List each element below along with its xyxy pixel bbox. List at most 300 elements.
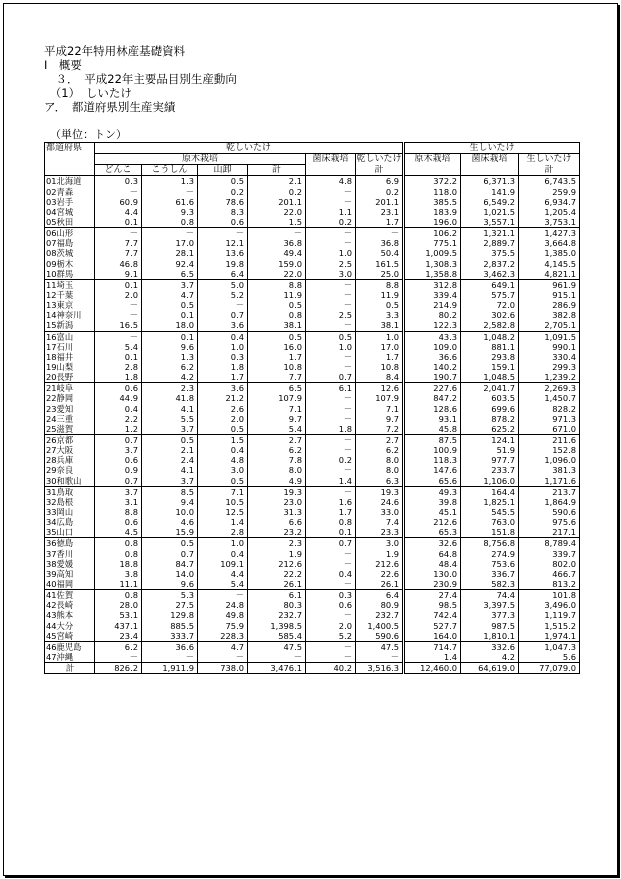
cell-log-subtotal: 2.1 (248, 176, 306, 187)
cell-prefecture: 13東京 (45, 300, 95, 310)
header-yamaoroshi: 山卸 (198, 165, 248, 176)
table-row (45, 404, 580, 414)
cell-bed: － (306, 362, 356, 372)
cell-yamaoroshi: 3.0 (198, 465, 248, 475)
cell-raw-bed: 159.1 (461, 362, 519, 372)
cell-raw-bed: 74.4 (461, 590, 519, 601)
cell-raw-bed: 1,021.5 (461, 207, 519, 217)
table-row (45, 424, 580, 435)
cell-raw-total: 466.7 (519, 569, 580, 579)
cell-bed: － (306, 228, 356, 239)
cell-donko: 1.2 (95, 424, 142, 435)
cell-raw-total: 381.3 (519, 465, 580, 475)
cell-raw-bed: 1,825.1 (461, 497, 519, 507)
cell-yamaoroshi: 8.3 (198, 207, 248, 217)
cell-bed: － (306, 434, 356, 445)
table-body (45, 176, 580, 674)
cell-koushin: 1.3 (142, 176, 198, 187)
cell-bed: － (306, 641, 356, 652)
cell-donko: － (129, 228, 138, 239)
header-raw-shiitake: 生しいたけ (404, 143, 580, 154)
cell-log-subtotal: 31.3 (248, 507, 306, 517)
cell-raw-total: 671.0 (519, 424, 580, 435)
total-donko: 826.2 (95, 663, 142, 674)
cell-dry-total: 12.6 (356, 383, 404, 394)
cell-bed: 0.7 (306, 538, 356, 549)
cell-koushin: 84.7 (142, 559, 198, 569)
cell-prefecture: 46鹿児島 (45, 641, 95, 652)
cell-log-subtotal: 22.2 (248, 569, 306, 579)
cell-raw-bed: 332.6 (461, 641, 519, 652)
cell-raw-total: 1,171.6 (519, 476, 580, 487)
cell-koushin: 14.0 (142, 569, 198, 579)
cell-yamaoroshi: 5.2 (198, 290, 248, 300)
cell-koushin: 2.4 (142, 455, 198, 465)
table-row (45, 320, 580, 331)
cell-prefecture: 39高知 (45, 569, 95, 579)
cell-dry-total: 2.7 (356, 434, 404, 445)
cell-raw-log: 339.4 (404, 290, 461, 300)
cell-dry-total: 8.8 (356, 279, 404, 290)
cell-yamaoroshi: － (198, 300, 248, 310)
cell-bed: 0.6 (306, 600, 356, 610)
cell-bed: 5.2 (306, 631, 356, 642)
cell-raw-log: 147.6 (404, 465, 461, 475)
table-row (45, 207, 580, 217)
cell-raw-total: 4,145.5 (519, 259, 580, 269)
table-row (45, 187, 580, 197)
cell-raw-log: 32.6 (404, 538, 461, 549)
cell-bed: － (306, 393, 356, 403)
cell-prefecture: 36徳島 (45, 538, 95, 549)
cell-donko: 2.2 (124, 413, 138, 424)
cell-dry-total: 8.0 (356, 465, 404, 475)
cell-log-subtotal: 8.8 (248, 279, 306, 290)
cell-raw-log: 45.1 (404, 507, 461, 517)
cell-raw-bed: 878.2 (461, 414, 519, 424)
table-row (45, 538, 580, 549)
cell-prefecture: 25滋賀 (45, 424, 95, 435)
cell-dry-total: 7.2 (356, 424, 404, 435)
cell-raw-total: 1,864.9 (519, 497, 580, 507)
table-row (45, 465, 580, 475)
cell-bed: 2.5 (306, 310, 356, 320)
cell-dry-total: 36.8 (356, 238, 404, 248)
cell-raw-bed: 375.5 (461, 248, 519, 258)
cell-donko: 7.7 (124, 238, 138, 249)
cell-donko: 28.0 (119, 600, 138, 611)
table-row (45, 279, 580, 290)
cell-donko: 4.4 (124, 206, 138, 217)
cell-dry-total: 25.0 (356, 269, 404, 280)
cell-log-subtotal: 47.5 (248, 641, 306, 652)
cell-raw-total: 2,269.3 (519, 383, 580, 394)
table-row (45, 383, 580, 394)
cell-raw-bed: 977.7 (461, 455, 519, 465)
cell-prefecture: 12千葉 (45, 290, 95, 300)
cell-log-subtotal: 23.2 (248, 527, 306, 538)
cell-log-subtotal: － (248, 652, 306, 663)
total-raw-bed: 64,619.0 (461, 663, 519, 674)
cell-raw-log: 130.0 (404, 569, 461, 579)
table-row (45, 641, 580, 652)
header-raw-log: 原木栽培 (404, 154, 461, 176)
cell-dry-total: － (356, 652, 404, 663)
cell-raw-total: 4,821.1 (519, 269, 580, 280)
report-header (44, 44, 237, 114)
cell-koushin: 9.3 (142, 207, 198, 217)
cell-donko: 0.7 (124, 435, 138, 445)
cell-donko: 0.8 (124, 538, 138, 549)
cell-raw-log: 39.8 (404, 497, 461, 507)
table-row (45, 455, 580, 465)
cell-koushin: 9.4 (142, 497, 198, 507)
cell-donko: 0.1 (124, 279, 138, 290)
table-row (45, 352, 580, 362)
cell-yamaoroshi: 2.0 (198, 414, 248, 424)
cell-bed: 0.2 (306, 455, 356, 465)
cell-dry-total: 22.6 (356, 569, 404, 579)
cell-prefecture: 15新潟 (45, 320, 95, 331)
cell-koushin: 92.4 (142, 259, 198, 269)
cell-bed: － (306, 652, 356, 663)
cell-yamaoroshi: 228.3 (198, 631, 248, 642)
cell-prefecture: 08茨城 (45, 248, 95, 258)
cell-yamaoroshi: 0.4 (198, 548, 248, 558)
cell-raw-total: 971.3 (519, 414, 580, 424)
cell-dry-total: 1.7 (356, 352, 404, 362)
cell-yamaoroshi: 4.4 (198, 569, 248, 579)
cell-koushin: 61.6 (142, 197, 198, 207)
cell-raw-bed: 377.3 (461, 610, 519, 620)
cell-koushin: 27.5 (142, 600, 198, 610)
cell-koushin: 129.8 (142, 610, 198, 620)
cell-raw-total: 5.6 (519, 652, 580, 663)
cell-koushin: 0.7 (142, 548, 198, 558)
cell-dry-total: 8.0 (356, 455, 404, 465)
table-row (45, 238, 580, 248)
cell-donko: 60.9 (119, 196, 138, 207)
cell-prefecture: 22静岡 (45, 393, 95, 403)
cell-log-subtotal: 159.0 (248, 259, 306, 269)
cell-bed: 0.2 (306, 217, 356, 228)
cell-log-subtotal: 0.5 (248, 300, 306, 310)
cell-raw-bed: 2,889.7 (461, 238, 519, 248)
cell-koushin: 0.5 (142, 538, 198, 549)
cell-dry-total: 212.6 (356, 559, 404, 569)
cell-prefecture: 43熊本 (45, 610, 95, 620)
cell-bed: 1.7 (306, 507, 356, 517)
cell-donko: 9.1 (95, 269, 142, 280)
cell-log-subtotal: 19.3 (248, 486, 306, 497)
cell-raw-total: 813.2 (519, 579, 580, 590)
cell-log-subtotal: 26.1 (248, 579, 306, 590)
cell-raw-log: 1,009.5 (404, 248, 461, 258)
cell-raw-total: 1,205.4 (519, 207, 580, 217)
cell-log-subtotal: 7.1 (248, 404, 306, 414)
cell-raw-total: 975.6 (519, 517, 580, 527)
cell-raw-log: 49.3 (404, 486, 461, 497)
cell-log-subtotal: 80.3 (248, 600, 306, 610)
cell-log-subtotal: 6.5 (248, 383, 306, 394)
cell-raw-log: 1.4 (404, 652, 461, 663)
cell-prefecture: 20長野 (45, 372, 95, 383)
cell-raw-bed: 151.8 (461, 527, 519, 538)
cell-koushin: 3.7 (142, 424, 198, 435)
cell-koushin: 5.5 (142, 414, 198, 424)
cell-prefecture: 17石川 (45, 342, 95, 352)
cell-koushin: 9.6 (142, 579, 198, 590)
cell-bed: － (306, 465, 356, 475)
total-koushin: 1,911.9 (142, 663, 198, 674)
cell-raw-bed: 603.5 (461, 393, 519, 403)
cell-raw-total: 990.1 (519, 342, 580, 352)
cell-raw-log: 212.6 (404, 517, 461, 527)
table-row (45, 342, 580, 352)
cell-prefecture: 01北海道 (45, 176, 95, 187)
cell-raw-bed: 545.5 (461, 507, 519, 517)
table-row (45, 497, 580, 507)
cell-dry-total: 107.9 (356, 393, 404, 403)
cell-donko: 53.1 (119, 610, 138, 621)
cell-log-subtotal: 6.2 (248, 445, 306, 455)
cell-koushin: 0.1 (142, 310, 198, 320)
cell-raw-bed: 4.2 (461, 652, 519, 663)
cell-bed: － (306, 300, 356, 310)
cell-donko: 0.1 (95, 217, 142, 228)
total-bed: 40.2 (306, 663, 356, 674)
cell-donko: 18.8 (119, 558, 138, 569)
cell-raw-log: 87.5 (404, 434, 461, 445)
cell-raw-log: 106.2 (404, 228, 461, 239)
cell-koushin: 0.1 (142, 331, 198, 342)
cell-dry-total: 1.9 (356, 548, 404, 558)
cell-prefecture: 34広島 (45, 517, 95, 527)
cell-raw-total: 1,385.0 (519, 248, 580, 258)
table-row (45, 517, 580, 527)
cell-donko: 0.9 (124, 465, 138, 476)
cell-yamaoroshi: 1.4 (198, 517, 248, 527)
cell-koushin: 8.5 (142, 486, 198, 497)
cell-log-subtotal: － (248, 228, 306, 239)
cell-dry-total: 10.8 (356, 362, 404, 372)
cell-dry-total: 1.0 (356, 331, 404, 342)
cell-prefecture: 16富山 (45, 331, 95, 342)
cell-dry-total: 3.3 (356, 310, 404, 320)
cell-prefecture: 30和歌山 (45, 476, 95, 487)
cell-raw-log: 714.7 (404, 641, 461, 652)
cell-bed: － (306, 559, 356, 569)
cell-prefecture: 35山口 (45, 527, 95, 538)
header-dry-total: 乾しいたけ (356, 154, 404, 165)
cell-yamaoroshi: － (198, 228, 248, 239)
cell-bed: 2.0 (306, 620, 356, 630)
cell-bed: 0.8 (306, 517, 356, 527)
cell-donko: 2.0 (124, 290, 138, 301)
cell-bed: 2.5 (306, 259, 356, 269)
header-raw-bed: 菌床栽培 (461, 154, 519, 176)
cell-raw-total: 590.6 (519, 507, 580, 517)
cell-yamaoroshi: 13.6 (198, 248, 248, 258)
cell-donko: － (129, 651, 138, 662)
cell-log-subtotal: 38.1 (248, 320, 306, 331)
table-row (45, 507, 580, 517)
cell-dry-total: 17.0 (356, 342, 404, 352)
cell-log-subtotal: 0.8 (248, 310, 306, 320)
cell-raw-bed: 575.7 (461, 290, 519, 300)
cell-raw-bed: 1,810.1 (461, 631, 519, 642)
cell-yamaoroshi: 1.0 (198, 538, 248, 549)
cell-dry-total: 6.9 (356, 176, 404, 187)
cell-prefecture: 28兵庫 (45, 455, 95, 465)
cell-log-subtotal: 0.5 (248, 331, 306, 342)
cell-prefecture: 10群馬 (45, 269, 95, 280)
cell-raw-bed: 3,462.3 (461, 269, 519, 280)
cell-donko: 5.4 (124, 341, 138, 352)
cell-prefecture: 41佐賀 (45, 590, 95, 601)
cell-raw-log: 164.0 (404, 631, 461, 642)
cell-dry-total: 6.2 (356, 445, 404, 455)
cell-raw-log: 385.5 (404, 197, 461, 207)
cell-raw-bed: 881.1 (461, 342, 519, 352)
cell-bed: 0.7 (306, 372, 356, 383)
table-row (45, 228, 580, 239)
table-row (45, 414, 580, 424)
cell-raw-log: 65.6 (404, 476, 461, 487)
cell-raw-log: 1,358.8 (404, 269, 461, 280)
cell-donko: 6.2 (124, 641, 138, 652)
cell-donko: 4.5 (95, 527, 142, 538)
cell-prefecture: 18福井 (45, 352, 95, 362)
cell-raw-log: 64.8 (404, 548, 461, 558)
cell-koushin: 3.7 (142, 279, 198, 290)
cell-koushin: 0.5 (142, 300, 198, 310)
cell-log-subtotal: 232.7 (248, 610, 306, 620)
cell-raw-total: 101.8 (519, 590, 580, 601)
cell-donko: 0.3 (124, 176, 138, 187)
cell-raw-bed: 2,582.8 (461, 320, 519, 331)
cell-raw-bed: 753.6 (461, 559, 519, 569)
cell-donko: 3.1 (124, 496, 138, 507)
cell-log-subtotal: 1.5 (248, 217, 306, 228)
cell-raw-total: 217.1 (519, 527, 580, 538)
cell-bed: 0.4 (306, 569, 356, 579)
cell-bed: 1.0 (306, 248, 356, 258)
cell-yamaoroshi: 0.6 (198, 217, 248, 228)
cell-yamaoroshi: 4.8 (198, 455, 248, 465)
cell-koushin: 18.0 (142, 320, 198, 331)
cell-raw-total: 259.9 (519, 187, 580, 197)
cell-donko: 2.8 (124, 362, 138, 373)
cell-yamaoroshi: 3.6 (198, 383, 248, 394)
table-row (45, 620, 580, 630)
cell-prefecture: 47沖縄 (45, 652, 95, 663)
cell-raw-total: 6,743.5 (519, 176, 580, 187)
table-row (45, 590, 580, 601)
cell-raw-log: 847.2 (404, 393, 461, 403)
cell-bed: 1.0 (306, 342, 356, 352)
cell-log-subtotal: 7.8 (248, 455, 306, 465)
table-row (45, 259, 580, 269)
cell-koushin: 15.9 (142, 527, 198, 538)
cell-bed: 0.1 (306, 527, 356, 538)
cell-bed: 1.8 (306, 424, 356, 435)
cell-koushin: － (142, 652, 198, 663)
cell-prefecture: 26京都 (45, 434, 95, 445)
cell-bed: 0.5 (306, 331, 356, 342)
cell-raw-total: 1,974.1 (519, 631, 580, 642)
cell-raw-log: 45.8 (404, 424, 461, 435)
table-row (45, 476, 580, 487)
cell-donko: 0.4 (124, 403, 138, 414)
cell-dry-total: － (356, 228, 404, 239)
cell-dry-total: 23.3 (356, 527, 404, 538)
cell-prefecture: 32島根 (45, 497, 95, 507)
cell-log-subtotal: 1.7 (248, 352, 306, 362)
table-row (45, 559, 580, 569)
header-log-subtotal: 計 (248, 165, 306, 176)
cell-donko: 23.4 (95, 631, 142, 642)
cell-donko: 11.1 (95, 579, 142, 590)
cell-raw-log: 100.9 (404, 445, 461, 455)
table-row (45, 217, 580, 228)
cell-dry-total: 7.1 (356, 404, 404, 414)
cell-raw-total: 1,047.3 (519, 641, 580, 652)
cell-koushin: 17.0 (142, 238, 198, 248)
table-row (45, 445, 580, 455)
table-row (45, 372, 580, 383)
cell-koushin: 2.1 (142, 445, 198, 455)
header-dry-total-label: 計 (356, 165, 404, 176)
cell-donko: － (129, 331, 138, 342)
cell-log-subtotal: 2.7 (248, 434, 306, 445)
table-row (45, 393, 580, 403)
cell-log-subtotal: 0.2 (248, 187, 306, 197)
cell-raw-total: 1,119.7 (519, 610, 580, 620)
cell-prefecture: 42長崎 (45, 600, 95, 610)
cell-bed: 3.0 (306, 269, 356, 280)
cell-raw-total: 1,515.2 (519, 620, 580, 630)
cell-raw-log: 183.9 (404, 207, 461, 217)
cell-dry-total: 33.0 (356, 507, 404, 517)
cell-raw-bed: 699.6 (461, 404, 519, 414)
cell-log-subtotal: 49.4 (248, 248, 306, 258)
cell-raw-bed: 274.9 (461, 548, 519, 558)
cell-prefecture: 09栃木 (45, 259, 95, 269)
cell-donko: 437.1 (114, 620, 138, 631)
cell-raw-bed: 763.0 (461, 517, 519, 527)
cell-prefecture: 31鳥取 (45, 486, 95, 497)
cell-raw-bed: 6,549.2 (461, 197, 519, 207)
cell-yamaoroshi: 0.3 (198, 352, 248, 362)
cell-koushin: 4.2 (142, 372, 198, 383)
cell-raw-bed: 51.9 (461, 445, 519, 455)
cell-log-subtotal: 2.3 (248, 538, 306, 549)
cell-dry-total: 50.4 (356, 248, 404, 258)
cell-raw-log: 80.2 (404, 310, 461, 320)
subsection-heading: ３． 平成22年主要品目別生産動向 (44, 72, 237, 86)
unit-label: （単位：トン） (50, 128, 127, 141)
cell-raw-bed: 2,041.7 (461, 383, 519, 394)
cell-donko: 44.9 (119, 393, 138, 404)
item-heading: （1） しいたけ (44, 86, 132, 100)
cell-raw-log: 48.4 (404, 559, 461, 569)
cell-prefecture: 44大分 (45, 620, 95, 630)
table-row (45, 362, 580, 372)
table-row (45, 569, 580, 579)
cell-donko: 0.1 (124, 351, 138, 362)
cell-koushin: 3.7 (142, 476, 198, 487)
